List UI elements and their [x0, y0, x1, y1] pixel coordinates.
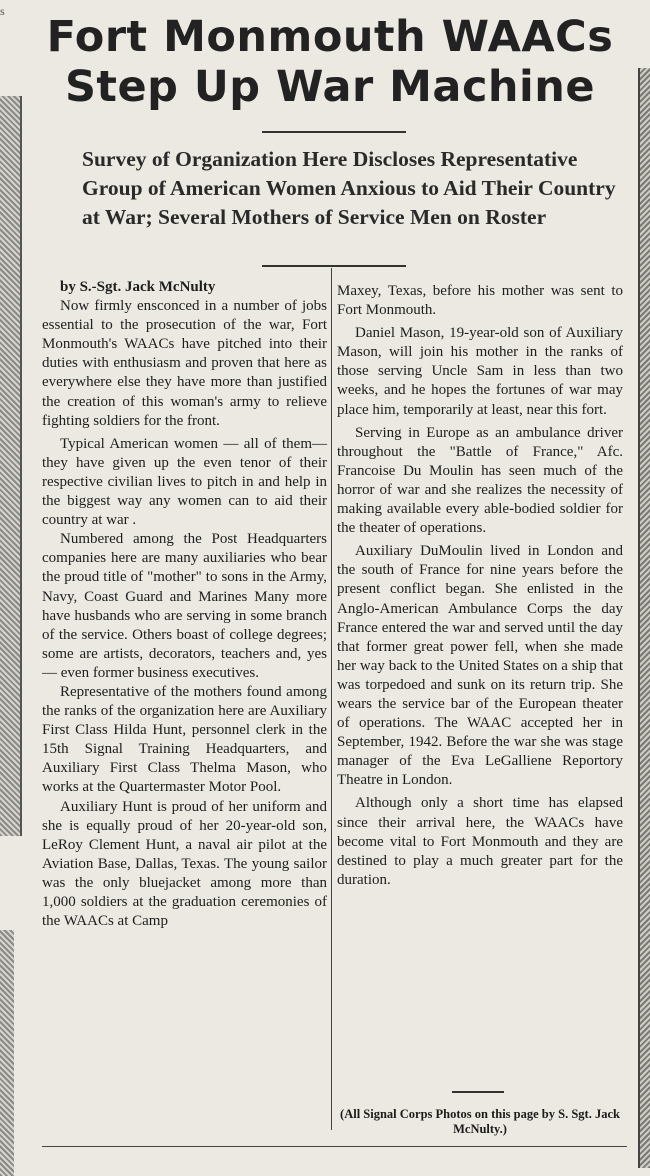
adjacent-column-edge-right: [638, 68, 650, 1168]
column-divider: [331, 268, 332, 1130]
corner-mark: s: [0, 4, 5, 18]
end-rule: [452, 1091, 504, 1093]
paragraph: Auxiliary DuMoulin lived in London and the south of France for nine years before the present conflict began. She enlisted in the Anglo-American Ambulance Corps the day France entered the war and served until the day that former great power fell, when she made her way back to the United States on a ship that was torpedoed and sunk on its return trip. She wears the service bar of the European theater of operations. The WAAC accepted her in September, 1942. Before the war she was stage manager of the Eva LeGalliene Reportory Theatre in London.: [337, 543, 623, 789]
deck-rule: [262, 265, 406, 267]
paragraph: Maxey, Texas, before his mother was sent to Fort Monmouth.: [337, 283, 623, 319]
paragraph: Serving in Europe as an ambulance driver throughout the "Battle of France," Afc. Francoise Du Moulin has seen much of the horror of war and she realizes the necessity of making available every able-bodied soldier for the theater of operations.: [337, 424, 623, 537]
paragraph: Representative of the mothers found among the ranks of the organization here are Auxiliary First Class Hilda Hunt, personnel clerk in the 15th Signal Training Headquarters, and Auxiliary First Class Thelma Mason, who works at the Quartermaster Motor Pool.: [42, 683, 327, 796]
paragraph: Auxiliary Hunt is proud of her uniform and she is equally proud of her 20-year-old son, LeRoy Clement Hunt, a naval air pilot at the Aviation Base, Dallas, Texas. The young sailor was the only bluejacket among more than 1,000 soldiers at the graduation ceremonies of the WAACs at Camp: [42, 798, 327, 930]
paragraph: Now firmly ensconced in a number of jobs essential to the prosecution of the war, Fort Monmouth's WAACs have pitched into their duties with enthusiasm and proven that here as everywhere else they have more than justified the creation of this woman's army to relieve fighting soldiers for the front.: [42, 298, 327, 429]
bottom-rule: [42, 1146, 627, 1147]
article-column-1: [42, 278, 327, 931]
article-column-2: [337, 282, 623, 890]
paragraph: Numbered among the Post Headquarters companies here are many auxiliaries who bear the proud title of "mother" to sons in the Army, Navy, Coast Guard and Marines Many more have husbands who are serving in some branch of the service. Others boast of college degrees; some are artists, decorators, teachers and, yes — even former business executives.: [42, 531, 327, 681]
adjacent-column-edge-left-lower: [0, 930, 14, 1176]
paragraph: Although only a short time has elapsed since their arrival here, the WAACs have become vital to Fort Monmouth and they are destined to play a much greater part for the duration.: [337, 795, 623, 888]
headline-line-1: Fort Monmouth WAACs: [46, 12, 614, 62]
deck-subheadline: Survey of Organization Here Discloses Representative Group of American Women Anxious to Aid Their Country at War; Several Mothers of Service Men on Roster: [82, 147, 616, 229]
photo-credit: (All Signal Corps Photos on this page by S. Sgt. Jack McNulty.): [340, 1107, 620, 1136]
headline-line-2: Step Up War Machine: [64, 62, 596, 112]
byline: by S.-Sgt. Jack McNulty: [60, 279, 216, 295]
headline-rule: [262, 131, 406, 133]
paragraph: Daniel Mason, 19-year-old son of Auxiliary Mason, will join his mother in the ranks of those serving Uncle Sam in less than two weeks, and he hopes the fortunes of war may place him, temporarily at least, near this fort.: [337, 325, 623, 418]
adjacent-column-edge-left: [0, 96, 22, 836]
paragraph: Typical American women — all of them—they have given up the even tenor of their respective civilian lives to pitch in and help in the biggest way any women can to aid their country at war .: [42, 435, 327, 529]
